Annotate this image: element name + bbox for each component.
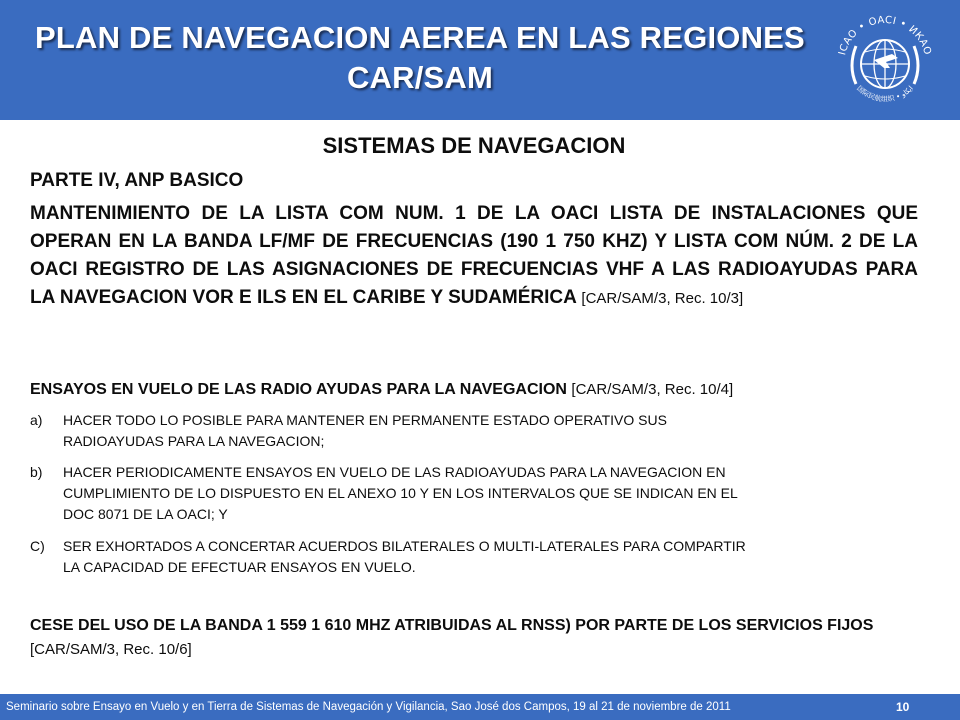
flight-tests-heading <box>30 378 918 402</box>
part-heading: PARTE IV, ANP BASICO <box>30 170 244 191</box>
list-item-line: LA CAPACIDAD DE EFECTUAR ENSAYOS EN VUELO. <box>63 559 416 575</box>
slide-title-line1: PLAN DE NAVEGACION AEREA EN LAS REGIONES <box>35 20 805 55</box>
footer-bar <box>0 694 960 720</box>
footer-text: Seminario sobre Ensayo en Vuelo y en Tierra de Sistemas de Navegación y Vigilancia, Sao José dos Campos, 19 al 21 de noviembre de 2011 <box>6 701 731 713</box>
list-item-line: SER EXHORTADOS A CONCERTAR ACUERDOS BILATERALES O MULTI-LATERALES PARA COMPARTIR <box>63 538 746 554</box>
maintenance-paragraph <box>30 200 918 313</box>
list-item-line: CUMPLIMIENTO DE LO DISPUESTO EN EL ANEXO 10 Y EN LOS INTERVALOS QUE SE INDICAN EN EL <box>63 485 738 501</box>
list-item-a <box>30 410 918 452</box>
list-item-c <box>30 536 918 578</box>
cese-reference: [CAR/SAM/3, Rec. 10/6] <box>30 641 192 658</box>
maintenance-reference: [CAR/SAM/3, Rec. 10/3] <box>581 290 744 307</box>
slide-title-line2: CAR/SAM <box>346 60 494 95</box>
header-bar <box>0 0 960 120</box>
flight-tests-title: ENSAYOS EN VUELO DE LAS RADIO AYUDAS PARA LA NAVEGACION <box>30 381 567 398</box>
list-item-line: DOC 8071 DE LA OACI; Y <box>63 506 228 522</box>
logo-bottom-text: 国际民航组织 • ايكاو <box>855 84 915 104</box>
cese-paragraph <box>30 614 918 662</box>
logo-text: ICAO • OACI • ИКАО <box>837 14 933 57</box>
flight-tests-reference: [CAR/SAM/3, Rec. 10/4] <box>571 381 734 398</box>
slide-title <box>20 18 820 98</box>
page-number: 10 <box>896 700 910 714</box>
cese-text: CESE DEL USO DE LA BANDA 1 559 1 610 MHZ ATRIBUIDAS AL RNSS) POR PARTE DE LOS SERVICIOS FIJOS <box>30 617 874 634</box>
list-item-marker: C) <box>30 538 45 554</box>
list-item-marker: b) <box>30 464 43 480</box>
list-item-line: HACER TODO LO POSIBLE PARA MANTENER EN PERMANENTE ESTADO OPERATIVO SUS <box>63 412 667 428</box>
icao-emblem-icon <box>826 2 944 120</box>
list-item-line: HACER PERIODICAMENTE ENSAYOS EN VUELO DE LAS RADIOAYUDAS PARA LA NAVEGACION EN <box>63 464 726 480</box>
list-item-line: RADIOAYUDAS PARA LA NAVEGACION; <box>63 433 325 449</box>
list-item-marker: a) <box>30 412 43 428</box>
list-item-b <box>30 462 918 525</box>
maintenance-text: MANTENIMIENTO DE LA LISTA COM NUM. 1 DE LA OACI LISTA DE INSTALACIONES QUE OPERAN EN LA BANDA LF/MF DE FRECUENCIAS (190 1 750 KHZ) Y LISTA COM NÚM. 2 DE LA OACI REGISTRO DE LAS ASIGNACIONES DE FRECUENCIAS VHF A LAS RADIOAYUDAS PARA LA NAVEGACION VOR E ILS EN EL CARIBE Y SUDAMÉRICA <box>30 203 918 308</box>
section-title: SISTEMAS DE NAVEGACION <box>322 133 626 158</box>
